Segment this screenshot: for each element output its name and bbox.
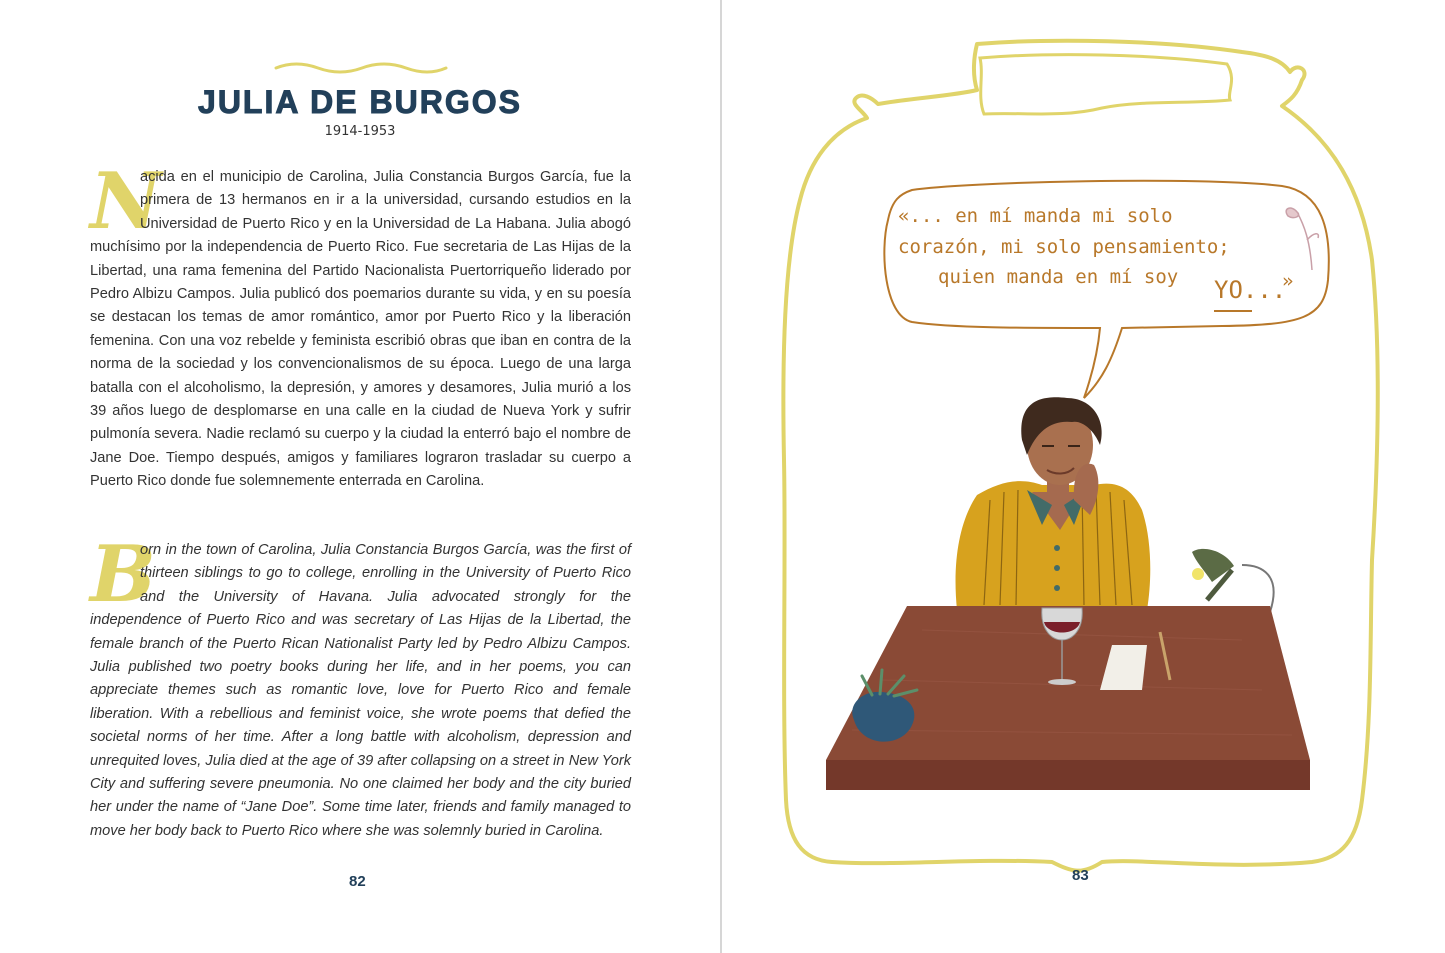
dropcap-b: B [90, 529, 156, 620]
island-shape [980, 55, 1232, 114]
dropcap-n: N [90, 156, 162, 247]
illustration [722, 0, 1445, 953]
quote-close-mark: » [1282, 270, 1294, 292]
page-number-left: 82 [349, 873, 366, 890]
english-paragraph [90, 529, 631, 843]
left-page [0, 0, 720, 953]
table-front [826, 760, 1310, 790]
years-subtitle: 1914-1953 [324, 124, 396, 139]
english-text: orn in the town of Carolina, Julia Constancia Burgos García, was the first of thirteen siblings to go to college, enrolling in the University of Puerto Rico and the University of Havana. Julia advocated strongly for the independence of Puerto Rico and was secretary of Las Hijas de la Libertad, the female branch of the Puerto Rican Nationalist Party led by Pedro Albizu Campos. Julia published two poetry books during her life, and in her poems, you can appreciate themes such as romantic love, love for Puerto Rico and female liberation. With a rebellious and feminist voice, she wrote poems that defied the societal norms of her time. After a long battle with alcoholism, depression and unrequited loves, Julia died at the age of 39 after collapsing on a street in New York City and suffering severe pneumonia. No one claimed her body and the city buried her under the name of “Jane Doe”. Some time later, friends and family managed to move her body back to Puerto Rico where she was solemnly buried in Carolina. [90, 542, 631, 839]
quote-line-1: «... en mí manda mi solo [898, 205, 1173, 227]
right-page [722, 0, 1445, 953]
spanish-paragraph [90, 156, 631, 494]
quote-emphasis-yo: YO... [1214, 276, 1287, 304]
quote-line-2: corazón, mi solo pensamiento; [898, 236, 1230, 258]
squiggle-ornament [274, 60, 449, 80]
spanish-text: acida en el municipio de Carolina, Julia Constancia Burgos García, fue la primera de 13 hermanos en ir a la universidad, cursando estudios en la Universidad de Puerto Rico y en la Universidad de La Habana. Julia abogó muchísimo por la independencia de Puerto Rico. Fue secretaria de Las Hijas de la Libertad, una rama femenina del Partido Nacionalista Puertorriqueño liderado por Pedro Albizu Campos. Julia publicó dos poemarios durante su vida, y en su poesía se destacan los temas de amor romántico, amor por Puerto Rico y la liberación femenina. Con una voz rebelde y feminista escribió obras que iban en contra de la norma de la sociedad y los convencionalismos de su época. Luego de una larga batalla con el alcoholismo, la depresión, y amores y desamores, Julia murió a los 39 años luego de desplomarse en una calle en la ciudad de Nueva York y sufrir pulmonía severa. Nadie reclamó su cuerpo y la ciudad la enterró bajo el nombre de Jane Doe. Tiempo después, amigos y familiares lograron trasladar su cuerpo a Puerto Rico donde fue solemnemente enterrada en Carolina. [90, 169, 631, 490]
page-title: JULIA DE BURGOS [198, 84, 522, 120]
quote-line-3: quien manda en mí soy [938, 266, 1179, 288]
page-number-right: 83 [1072, 867, 1089, 884]
